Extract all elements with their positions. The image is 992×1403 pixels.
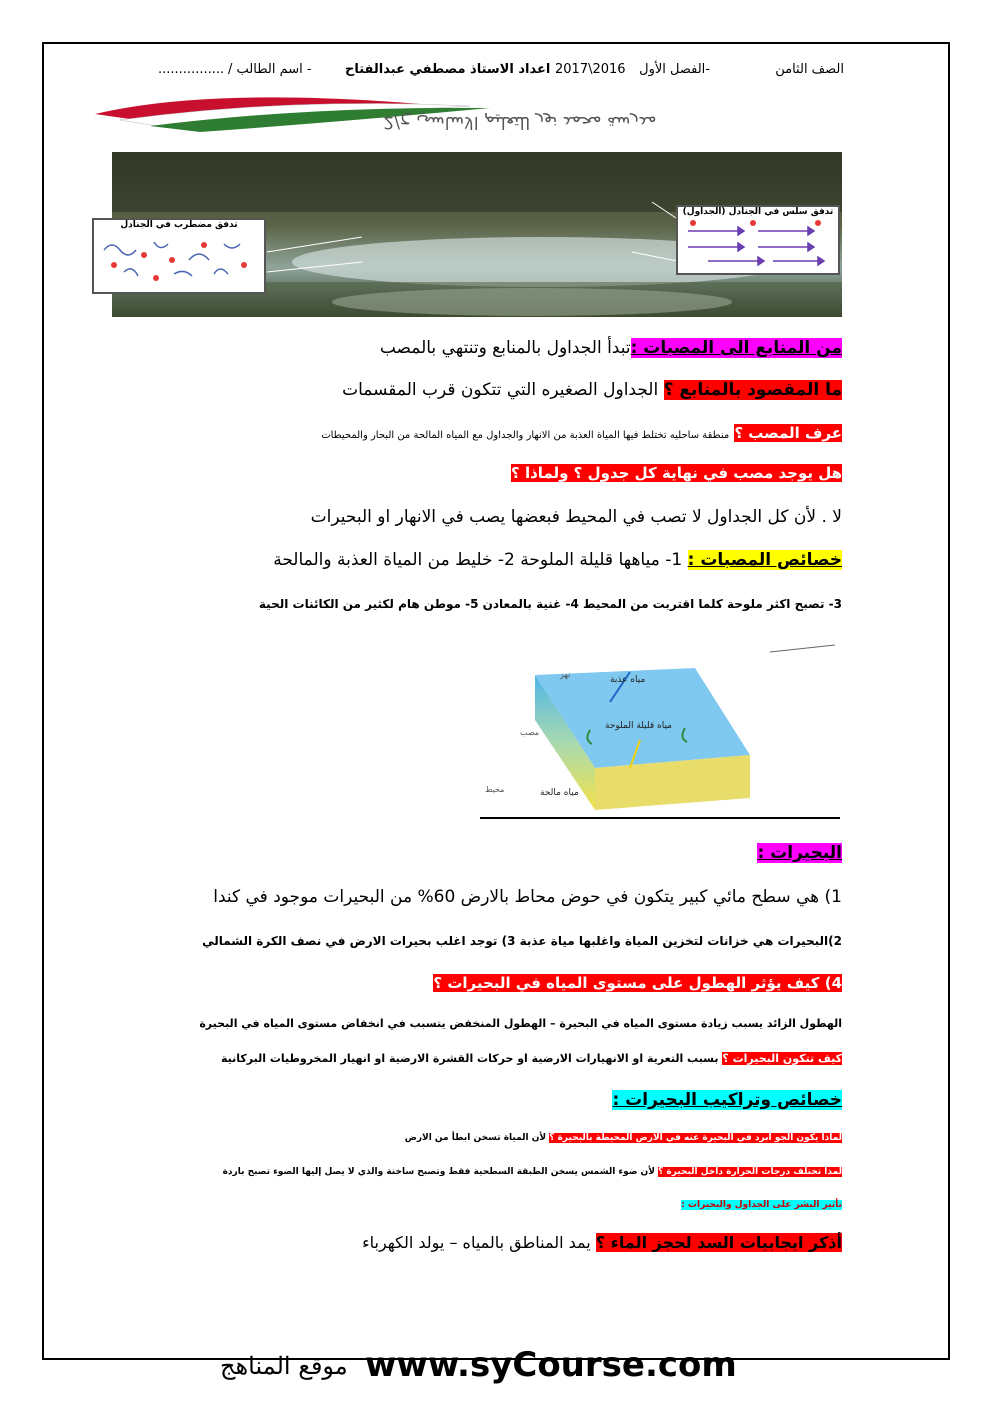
lakes-formation-line (40, 1052, 842, 1065)
lakes-q4: 4) كيف يؤثر الهطول على مستوى المياه في البحيرات ؟ (433, 974, 842, 992)
lake-props-q2: لمذا تختلف درجات الحرارة داخل البحيرة ؟ (658, 1167, 842, 1177)
estuary-props-line (40, 550, 842, 570)
lakes-heading-line (40, 843, 842, 863)
smooth-flow-inset (676, 205, 840, 275)
footer-site-arabic: موقع المناهج (220, 1352, 348, 1380)
footer-site-link[interactable]: www.syCourse.com (365, 1345, 737, 1385)
lakes-line2: 2)البحيرات هي خزانات لتخزين المياة واغلبها مياة عذبة 3) توجد اغلب بحيرات الارض في نصف الكرة الشمالي (202, 934, 842, 948)
sources-heading: من المنابع الى المصبات : (630, 338, 842, 358)
lakes-line1: 1) هي سطح مائي كبير يتكون في حوض محاط بالارض 60% من البحيرات موجود في كندا (213, 887, 842, 907)
diagram-fresh-label: مياه عذبة (610, 675, 646, 685)
lake-props-a1: لأن المياة تسخن ابطأ من الارض (404, 1133, 547, 1143)
turbulent-flow-inset (92, 218, 266, 294)
lake-props-line1 (40, 1133, 842, 1143)
springs-answer: الجداول الصغيره التي تتكون قرب المقسمات (342, 380, 659, 400)
diagram-ocean-label: محيط (485, 785, 505, 794)
estuary-question-line (40, 464, 842, 482)
estuary-def-line (40, 423, 842, 442)
turbulent-flow-icon (94, 230, 260, 286)
springs-line (40, 380, 842, 400)
grade-label: الصف الثامن (775, 62, 844, 77)
springs-question: ما المقصود بالمنابع ؟ (663, 380, 842, 400)
term-label: الفصل الأول- (639, 62, 710, 77)
smooth-flow-icon (678, 217, 834, 269)
lake-props-q3: تأثير البشر على الجداول والبحيرات : (681, 1200, 842, 1210)
student-name-dots: ................ (158, 62, 225, 77)
lakes-a5: بسبب التعرية او الانهيارات الارضية او حركات القشرة الارضية او انهيار المخروطيات البركانية (220, 1052, 719, 1065)
sources-line (40, 338, 842, 358)
year-label: 2017\2016 (555, 62, 626, 77)
estuary-props-heading: خصائص المصبات : (687, 550, 842, 570)
lakes-heading: البحيرات : (757, 843, 842, 863)
lake-props-heading-line (40, 1090, 842, 1110)
lakes-a4: الهطول الزائد يسبب زيادة مستوى المياه في البحيرة – الهطول المنخفض يتسبب في انخفاض مستوى المياه في البحيرة (199, 1017, 842, 1030)
lake-props-a2: لأن ضوء الشمس يسخن الطبقة السطحية فقط وتصبح ساخنة والذي لا يصل إليها الضوء تصبح باردة (222, 1167, 655, 1177)
estuary-diagram (480, 640, 840, 825)
estuary-props-line2: 3- تصبح اكثر ملوحة كلما اقتربت من المحيط 4- غنية بالمعادن 5- موطن هام لكثير من الكائنات الحية (258, 597, 842, 611)
sources-text: تبدأ الجداول بالمنابع وتنتهي بالمصب (379, 338, 631, 358)
lake-props-line3 (40, 1200, 842, 1210)
diagram-estuary-label: مصب (520, 728, 540, 737)
estuary-question: هل يوجد مصب في نهاية كل جدول ؟ ولماذا ؟ (511, 464, 842, 482)
school-name: مدرسة محمد نور للتعليم الاساسي ح/2 (383, 112, 657, 132)
diagram-brackish-label: مياه قليلة الملوحة (605, 721, 672, 731)
lake-props-line4 (40, 1233, 842, 1252)
lakes-q4-line (40, 974, 842, 992)
lake-props-q4: أذكر ايجابيات السد لحجز الماء ؟ (595, 1233, 842, 1252)
lake-props-line2 (40, 1167, 842, 1177)
estuary-props-line1: 1- مياهها قليلة الملوحة 2- خليط من المياة العذبة والمالحة (273, 550, 683, 570)
author-label: اعداد الاستاذ مصطفي عبدالفتاح (345, 62, 551, 77)
estuary-def-question: عرف المصب ؟ (734, 424, 842, 442)
lake-props-q1: لماذا يكون الجو أبرد في البحيرة عنه في الارض المحيطة بالبحيرة ؟ (549, 1133, 842, 1143)
lake-props-a4: يمد المناطق بالمياه – يولد الكهرباء (362, 1233, 591, 1252)
lake-props-heading: خصائص وتراكيب البحيرات : (612, 1090, 842, 1110)
smooth-flow-label: تدفق سلس في الجنادل (الجداول) (682, 207, 834, 217)
estuary-answer: لا . لأن كل الجداول لا تصب في المحيط فبعضها يصب في الانهار او البحيرات (310, 507, 842, 527)
lakes-q5: كيف تتكون البحيرات ؟ (722, 1052, 842, 1065)
diagram-salt-label: مياه مالحة (540, 788, 579, 798)
student-name-label: - اسم الطالب / (228, 62, 312, 77)
estuary-def-answer: منطقة ساحليه تختلط فيها المياة العذبة من الانهار والجداول مع المياه المالحة من البحار والمحيطات (321, 430, 730, 441)
turbulent-flow-label: تدفق مضطرب في الجنادل (120, 220, 238, 230)
diagram-river-label: نهر (560, 670, 571, 679)
